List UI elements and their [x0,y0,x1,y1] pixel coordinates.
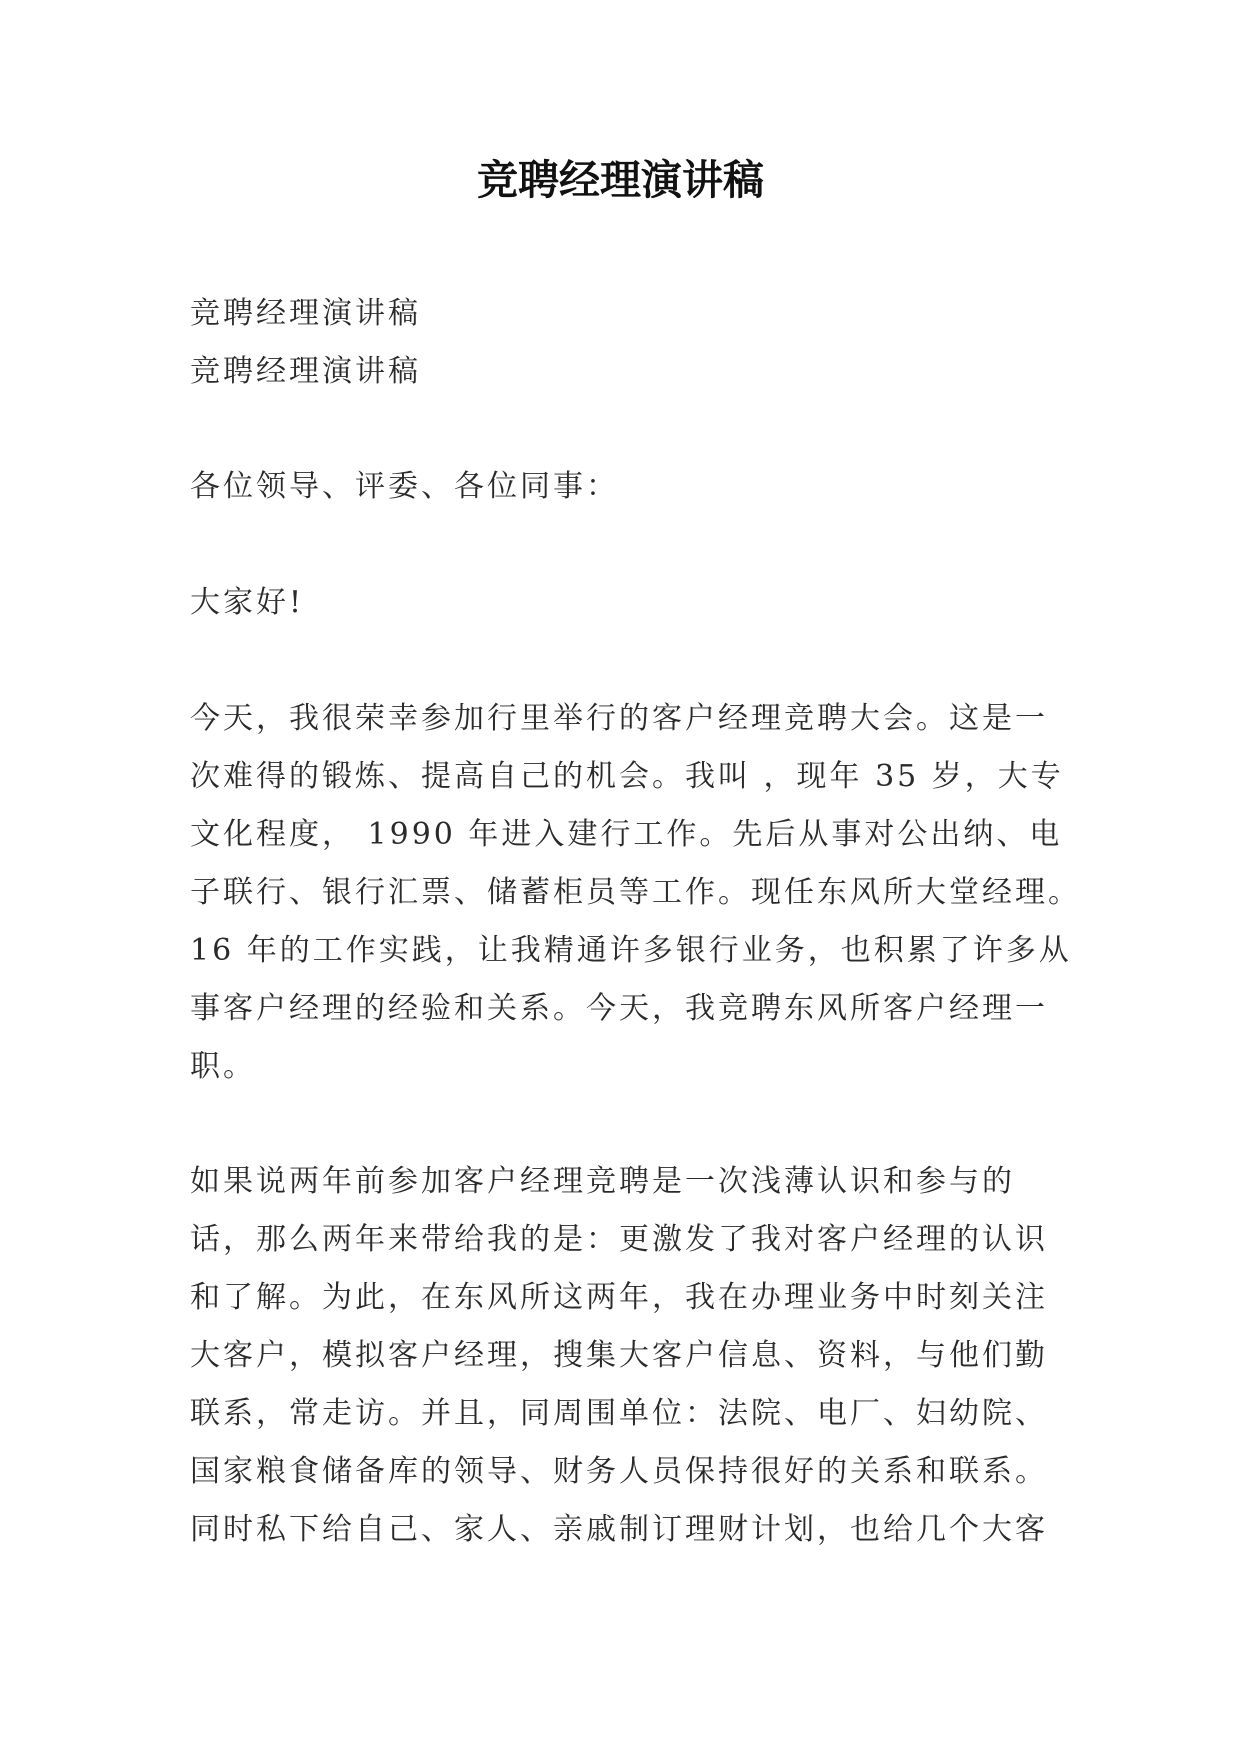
paragraph-line: 如果说两年前参加客户经理竞聘是一次浅薄认识和参与的 [190,1164,1015,1199]
paragraph-line: 同时私下给自己、家人、亲戚制订理财计划，也给几个大客 [190,1512,1048,1547]
document-title: 竞聘经理演讲稿 [477,156,764,204]
subtitle-line: 竞聘经理演讲稿 [190,296,421,331]
paragraph-line: 职。 [190,1049,256,1084]
subtitle-block [190,285,1060,401]
paragraph-line: 子联行、银行汇票、储蓄柜员等工作。现任东风所大堂经理。 [190,875,1081,910]
paragraph-line: 次难得的锻炼、提高自己的机会。我叫 ，现年 35 岁，大专 [190,759,1064,794]
paragraph-line: 大客户，模拟客户经理，搜集大客户信息、资料，与他们勤 [190,1338,1048,1373]
paragraph-1 [190,690,1081,1096]
greeting: 大家好! [190,585,305,620]
salutation-block [190,458,1060,516]
paragraph-line: 话，那么两年来带给我的是：更激发了我对客户经理的认识 [190,1222,1048,1257]
paragraph-line: 和了解。为此，在东风所这两年，我在办理业务中时刻关注 [190,1280,1048,1315]
paragraph-2 [190,1153,1060,1559]
paragraph-line: 国家粮食储备库的领导、财务人员保持很好的关系和联系。 [190,1454,1048,1489]
paragraph-line: 事客户经理的经验和关系。今天，我竞聘东风所客户经理一 [190,991,1048,1026]
greeting-block [190,574,1060,632]
paragraph-line: 今天，我很荣幸参加行里举行的客户经理竞聘大会。这是一 [190,701,1048,736]
salutation: 各位领导、评委、各位同事： [190,469,619,504]
paragraph-line: 16 年的工作实践，让我精通许多银行业务，也积累了许多从 [190,933,1072,968]
subtitle-line: 竞聘经理演讲稿 [190,354,421,389]
paragraph-line: 文化程度， 1990 年进入建行工作。先后从事对公出纳、电 [190,817,1063,852]
paragraph-line: 联系，常走访。并且，同周围单位：法院、电厂、妇幼院、 [190,1396,1048,1431]
